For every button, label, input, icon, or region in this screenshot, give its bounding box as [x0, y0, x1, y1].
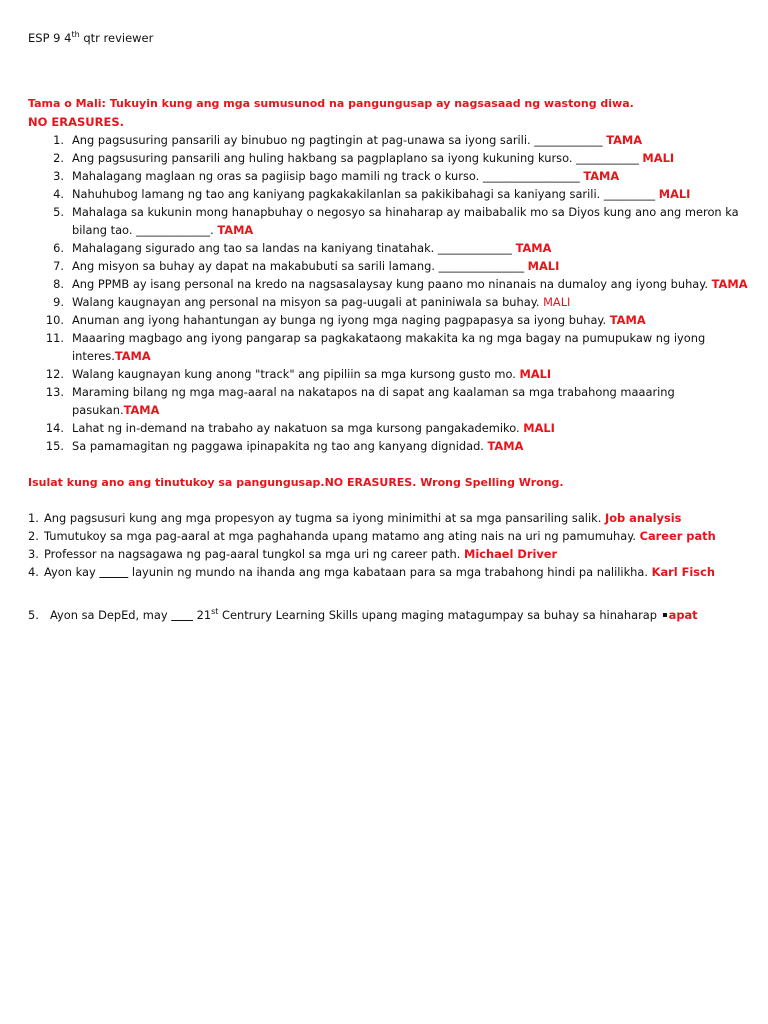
- item-text-mid: 21: [192, 608, 212, 622]
- item-text: Mahalagang maglaan ng oras sa pagiisip bago mamili ng track o kurso.: [72, 169, 483, 183]
- item-text: Nahuhubog lamang ng tao ang kaniyang pagkakakilanlan sa pakikibahagi sa kaniyang sarili.: [72, 187, 604, 201]
- identification-item: [28, 563, 758, 581]
- item-answer: TAMA: [515, 241, 552, 255]
- identification-item: [28, 527, 758, 545]
- item-number: 12.: [45, 367, 64, 381]
- item-number: 1.: [53, 133, 64, 147]
- item-text: Ang pagsusuring pansarili ang huling hakbang sa pagplaplano sa iyong kukuning kurso.: [72, 151, 577, 165]
- item-number: 7.: [53, 259, 64, 273]
- item-text: Anuman ang iyong hahantungan ay bunga ng iyong mga naging pagpapasya sa iyong buhay.: [72, 313, 610, 327]
- item-number: 6.: [53, 241, 64, 255]
- true-false-item: [28, 311, 758, 329]
- answer-blank: [171, 608, 193, 622]
- item-answer: TAMA: [606, 133, 643, 147]
- item-answer: TAMA: [487, 439, 524, 453]
- item-text: Ang pagsusuring pansarili ay binubuo ng pagtingin at pag-unawa sa iyong sarili.: [72, 133, 535, 147]
- item-text: Mahalaga sa kukunin mong hanapbuhay o negosyo sa hinaharap ay maibabalik mo sa Diyos kung ano ang meron ka bilang tao.: [72, 205, 739, 237]
- true-false-item: [28, 167, 758, 185]
- item-number: 11.: [45, 331, 64, 345]
- item-number: 15.: [45, 439, 64, 453]
- item-text-before: Ayon kay: [44, 565, 100, 579]
- item-number: 2.: [53, 151, 64, 165]
- item-text: Walang kaugnayan ang personal na misyon sa pag-uugali at paniniwala sa buhay.: [72, 295, 544, 309]
- identification-item: [28, 545, 758, 563]
- true-false-item: [28, 257, 758, 275]
- answer-blank: _______________: [438, 259, 525, 273]
- true-false-list: [28, 131, 758, 455]
- item-number: 10.: [45, 313, 64, 327]
- item-answer: apat: [668, 608, 698, 622]
- true-false-item: [28, 239, 758, 257]
- answer-blank: _____________: [136, 223, 211, 237]
- identification-item-5: [28, 606, 758, 624]
- item-answer: TAMA: [123, 403, 160, 417]
- item-number: 8.: [53, 277, 64, 291]
- true-false-item: [28, 383, 758, 419]
- item-number: 4.: [28, 565, 39, 579]
- true-false-item: [28, 329, 758, 365]
- header-superscript: th: [71, 30, 80, 40]
- item-number: 1.: [28, 511, 39, 525]
- header-prefix: ESP 9 4: [28, 31, 72, 45]
- item-answer: MALI: [519, 367, 552, 381]
- identification-list: [28, 509, 758, 581]
- identification-item: [28, 509, 758, 527]
- document-header: [28, 29, 153, 47]
- item-text-before: Ayon sa DepEd, may: [50, 608, 172, 622]
- item-answer: Karl Fisch: [651, 565, 715, 579]
- item-text: Mahalagang sigurado ang tao sa landas na kaniyang tinatahak.: [72, 241, 438, 255]
- item-number: 14.: [45, 421, 64, 435]
- item-text: Ang PPMB ay isang personal na kredo na nagsasalaysay kung paano mo ninanais na dumaloy ang iyong buhay.: [72, 277, 712, 291]
- item-answer: Job analysis: [604, 511, 682, 525]
- section2-instruction: Isulat kung ano ang tinutukoy sa pangungusap.NO ERASURES. Wrong Spelling Wrong.: [28, 476, 564, 489]
- item-text-before: Professor na nagsagawa ng pag-aaral tungkol sa mga uri ng career path.: [44, 547, 464, 561]
- true-false-item: [28, 293, 758, 311]
- true-false-item: [28, 185, 758, 203]
- item-text: Walang kaugnayan kung anong "track" ang pipiliin sa mga kursong gusto mo.: [72, 367, 520, 381]
- item-text: Sa pamamagitan ng paggawa ipinapakita ng tao ang kanyang dignidad.: [72, 439, 488, 453]
- item-answer: MALI: [543, 295, 571, 309]
- answer-blank: _____________: [437, 241, 512, 255]
- item-answer: TAMA: [114, 349, 151, 363]
- header-suffix: qtr reviewer: [79, 31, 154, 45]
- item-number: 5.: [53, 205, 64, 219]
- item-answer: MALI: [527, 259, 560, 273]
- answer-blank: [99, 565, 128, 579]
- answer-blank: ____________: [534, 133, 603, 147]
- item-answer: MALI: [658, 187, 691, 201]
- bullet-square-icon: [663, 613, 667, 617]
- item-text-before: Tumutukoy sa mga pag-aaral at mga paghahanda upang matamo ang ating nais na uri ng pamumuhay.: [44, 529, 640, 543]
- item-answer: MALI: [523, 421, 555, 435]
- item-answer: TAMA: [711, 277, 748, 291]
- item-answer: TAMA: [583, 169, 620, 183]
- item-answer: Michael Driver: [463, 547, 558, 561]
- true-false-item: [28, 149, 758, 167]
- item-answer: Career path: [639, 529, 716, 543]
- item-number: 9.: [53, 295, 64, 309]
- true-false-item: [28, 437, 758, 455]
- item-number: 3.: [53, 169, 64, 183]
- true-false-item: [28, 365, 758, 383]
- item-answer: TAMA: [217, 223, 254, 237]
- item-number: 2.: [28, 529, 39, 543]
- item-answer: TAMA: [609, 313, 646, 327]
- item-answer: MALI: [642, 151, 675, 165]
- true-false-item: [28, 419, 758, 437]
- item-text-after: .: [210, 223, 218, 237]
- answer-blank: _________: [603, 187, 656, 201]
- item-text: Lahat ng in-demand na trabaho ay nakatuon sa mga kursong pangakademiko.: [72, 421, 524, 435]
- section1-note: NO ERASURES.: [28, 115, 124, 129]
- true-false-item: [28, 275, 758, 293]
- item-superscript: st: [211, 607, 219, 617]
- true-false-item: [28, 203, 758, 239]
- item-text-after: Centrury Learning Skills upang maging matagumpay sa buhay sa hinaharap: [218, 608, 661, 622]
- answer-blank: _________________: [482, 169, 580, 183]
- section1-instruction: Tama o Mali: Tukuyin kung ang mga sumusunod na pangungusap ay nagsasaad ng wastong diwa.: [28, 97, 634, 110]
- item-text: Maraming bilang ng mga mag-aaral na nakatapos na di sapat ang kaalaman sa mga trabahong maaaring pasukan.: [72, 385, 675, 417]
- item-number: 13.: [45, 385, 64, 399]
- item-text: Ang misyon sa buhay ay dapat na makabubuti sa sarili lamang.: [72, 259, 439, 273]
- item-text-after: layunin ng mundo na ihanda ang mga kabataan para sa mga trabahong hindi pa nalilikha.: [128, 565, 652, 579]
- item-text-before: Ang pagsusuri kung ang mga propesyon ay tugma sa iyong minimithi at sa mga pansariling salik.: [44, 511, 605, 525]
- item-number: 4.: [53, 187, 64, 201]
- item-text: Maaaring magbago ang iyong pangarap sa pagkakataong makakita ka ng mga bagay na pumupukaw ng iyong interes.: [72, 331, 706, 363]
- true-false-item: [28, 131, 758, 149]
- item-number: 5.: [28, 608, 39, 622]
- answer-blank: ___________: [576, 151, 639, 165]
- item-number: 3.: [28, 547, 39, 561]
